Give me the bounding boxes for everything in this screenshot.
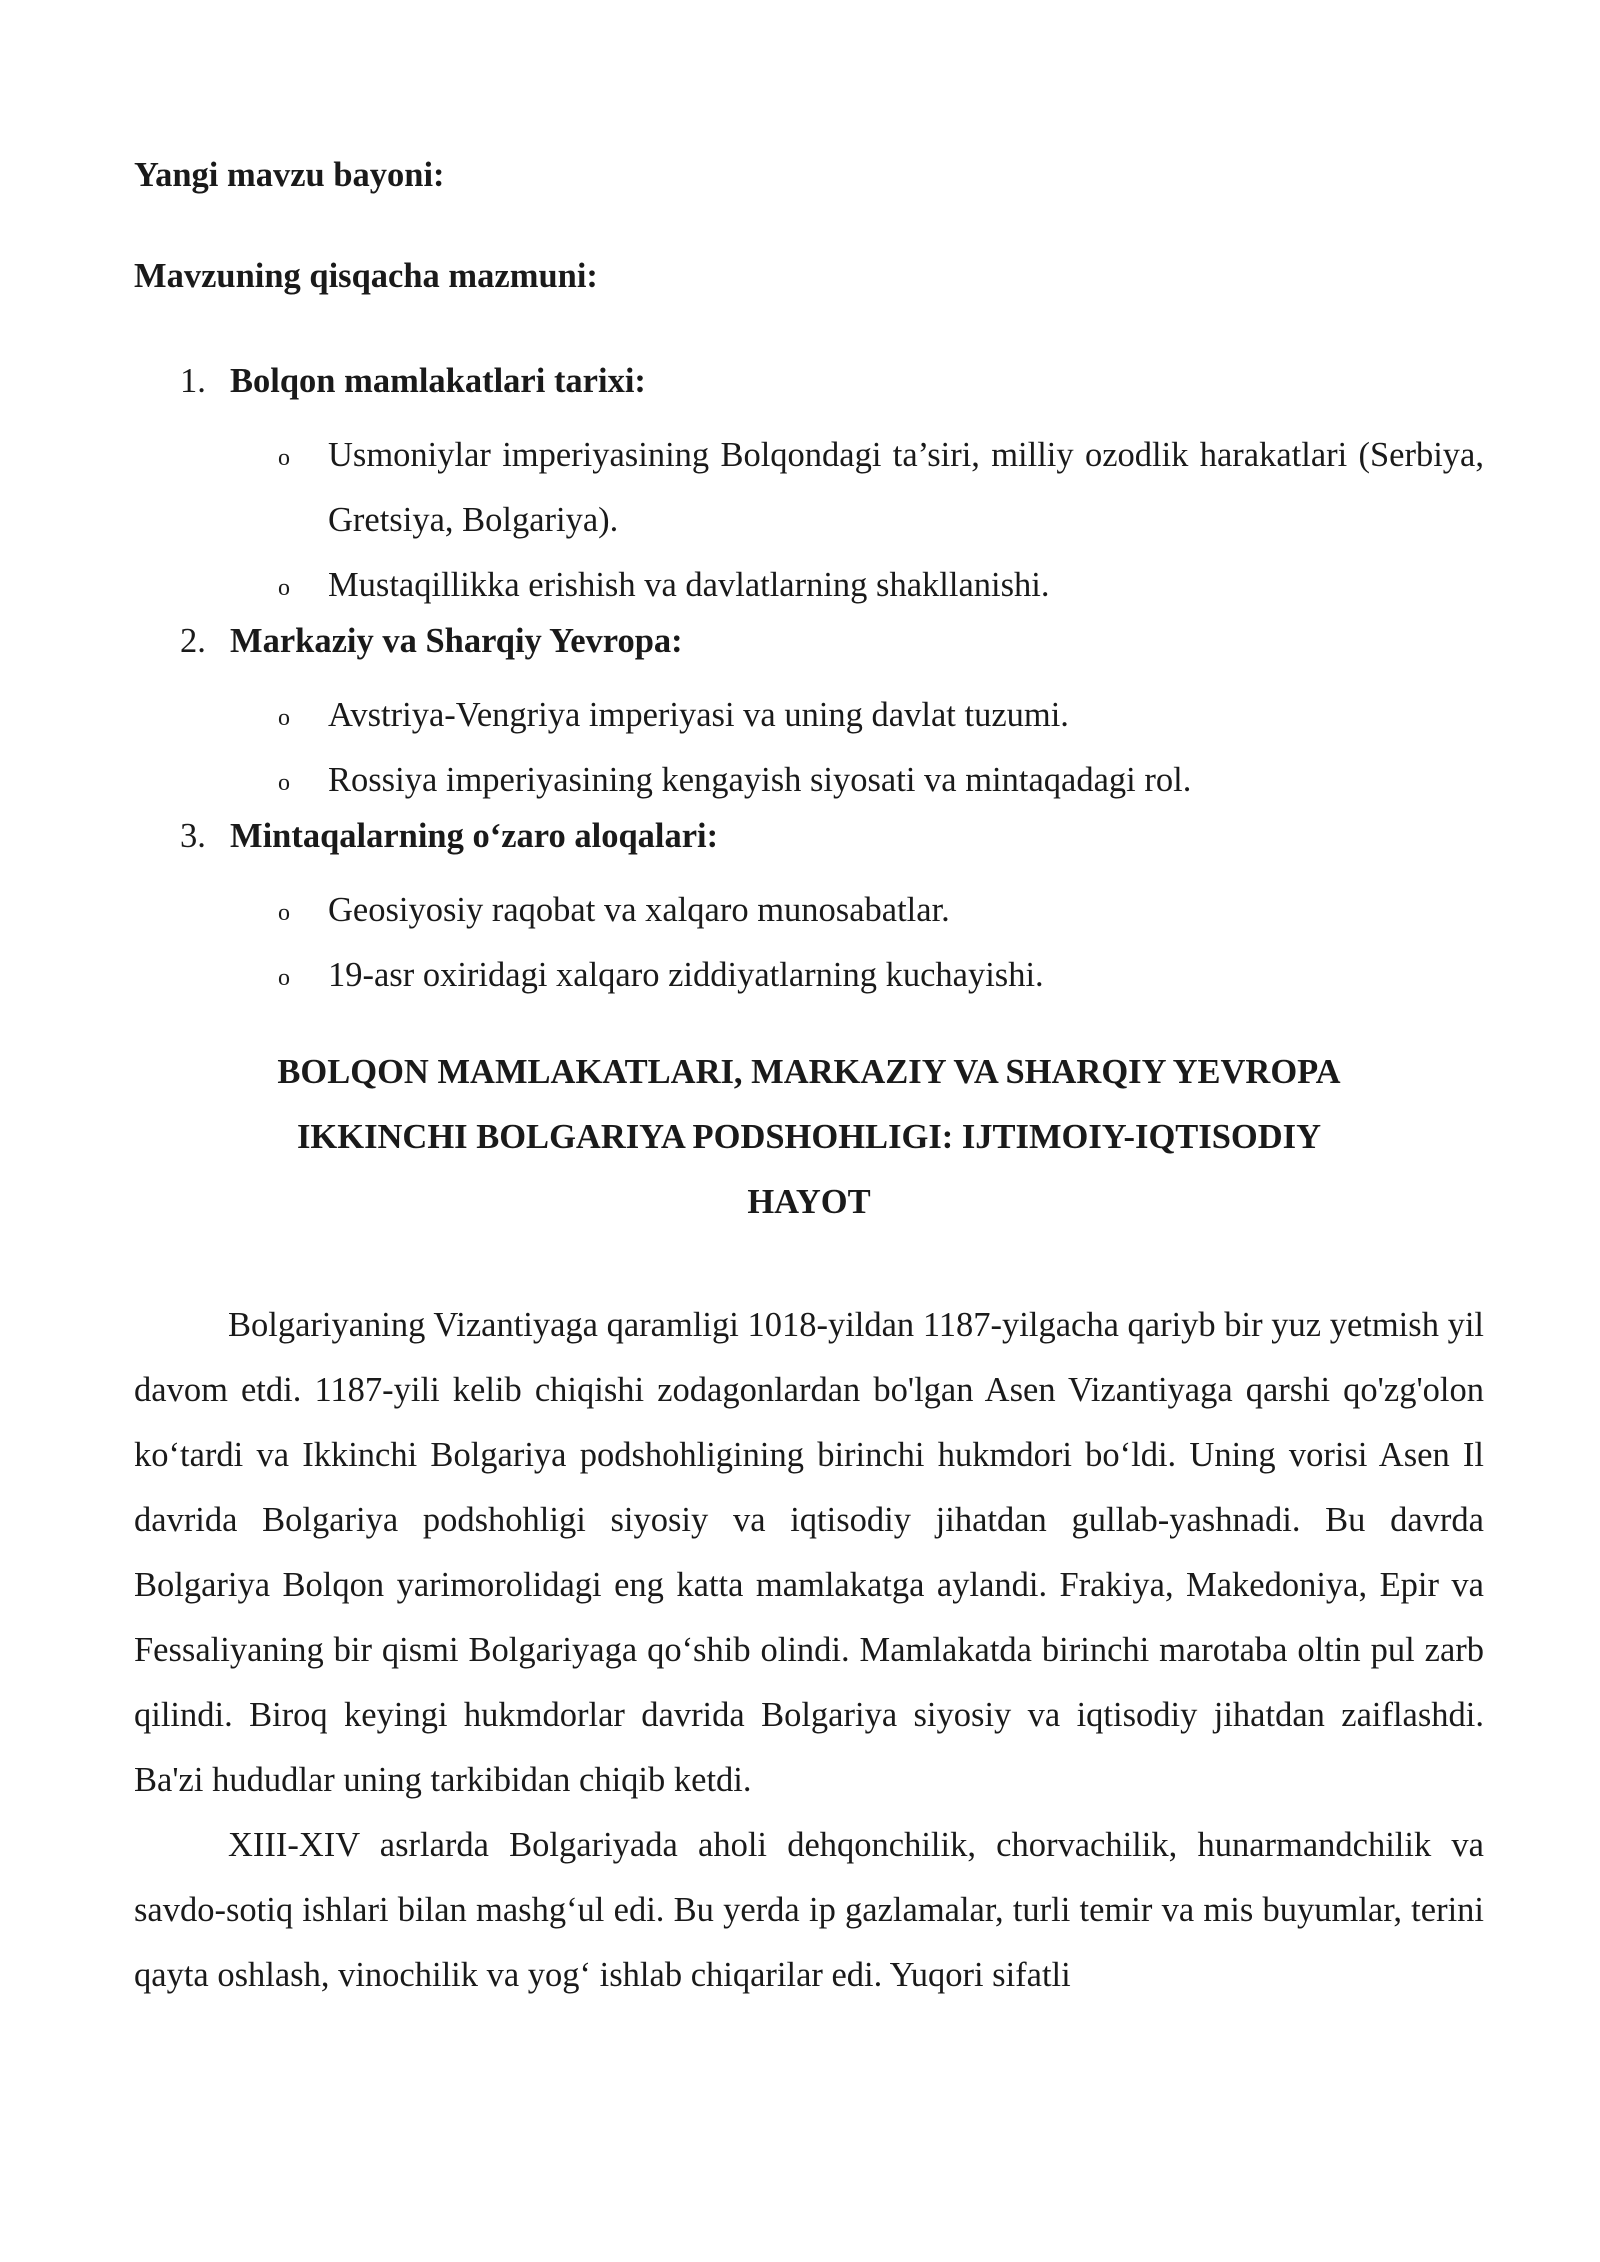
- bullet-circle-icon: o: [278, 705, 290, 731]
- paragraph-1: Bolgariyaning Vizantiyaga qaramligi 1018-yildan 1187-yilgacha qariyb bir yuz yetmish yil davom etdi. 1187-yili kelib chiqishi zodagonlardan bo'lgan Asen Vizantiyaga qarshi qo'zg'olon ko‘tardi va Ikkinchi Bolgariya podshohligining birinchi hukmdori bo‘ldi. Uning vorisi Asen Il davrida Bolgariya podshohligi siyosiy va iqtisodiy jihatdan gullab-yashnadi. Bu davrda Bolgariya Bolqon yarimorolidagi eng katta mamlakatga aylandi. Frakiya, Makedoniya, Epir va Fessaliyaning bir qismi Bolgariyaga qo‘shib olindi. Mamlakatda birinchi marotaba oltin pul zarb qilindi. Biroq keyingi hukmdorlar davrida Bolgariya siyosiy va iqtisodiy jihatdan zaiflashdi. Ba'zi hududlar uning tarkibidan chiqib ketdi.: [134, 1306, 1484, 1799]
- bullet-circle-icon: o: [278, 445, 290, 471]
- section-number: 3.: [180, 817, 206, 855]
- section-number: 1.: [180, 362, 206, 400]
- bullet-circle-icon: o: [278, 770, 290, 796]
- outline-section-1: [0, 358, 1600, 618]
- outline-section-title: [0, 618, 1600, 683]
- bullet-circle-icon: o: [278, 900, 290, 926]
- outline-item: [0, 553, 1484, 618]
- outline-section-title: [0, 813, 1600, 878]
- outline-item: [0, 748, 1484, 813]
- outline-item-text: Geosiyosiy raqobat va xalqaro munosabatlar.: [328, 891, 950, 929]
- outline-item-text: Avstriya-Vengriya imperiyasi va uning davlat tuzumi.: [328, 696, 1069, 734]
- section-title-line-1: BOLQON MAMLAKATLARI, MARKAZIY VA SHARQIY YEVROPA: [277, 1053, 1341, 1091]
- outline-item: [0, 943, 1484, 1008]
- section-title-text: Markaziy va Sharqiy Yevropa:: [230, 622, 683, 660]
- topic-outline: [0, 358, 1600, 1008]
- outline-item-text: Mustaqillikka erishish va davlatlarning shakllanishi.: [328, 566, 1050, 604]
- outline-item: [0, 683, 1484, 748]
- outline-item-text: 19-asr oxiridagi xalqaro ziddiyatlarning kuchayishi.: [328, 956, 1044, 994]
- outline-item-text: Usmoniylar imperiyasining Bolqondagi ta’siri, milliy ozodlik harakatlari (Serbiya, Gretsiya, Bolgariya).: [328, 436, 1484, 539]
- bullet-circle-icon: o: [278, 965, 290, 991]
- outline-section-title: [0, 358, 1600, 423]
- section-number: 2.: [180, 622, 206, 660]
- section-title-text: Mintaqalarning o‘zaro aloqalari:: [230, 817, 719, 855]
- outline-item: [0, 423, 1484, 553]
- paragraph-2: XIII-XIV asrlarda Bolgariyada aholi dehqonchilik, chorvachilik, hunarmandchilik va savdo-sotiq ishlari bilan mashg‘ul edi. Bu yerda ip gazlamalar, turli temir va mis buyumlar, terini qayta oshlash, vinochilik va yog‘ ishlab chiqarilar edi. Yuqori sifatli: [134, 1826, 1484, 1994]
- bullet-circle-icon: o: [278, 575, 290, 601]
- section-title-text: Bolqon mamlakatlari tarixi:: [230, 362, 646, 400]
- section-title: [134, 1040, 1484, 1235]
- heading-new-topic: Yangi mavzu bayoni:: [134, 156, 445, 194]
- body-text: [134, 1293, 1484, 2008]
- outline-section-2: [0, 618, 1600, 813]
- section-title-line-2: IKKINCHI BOLGARIYA PODSHOHLIGI: IJTIMOIY-IQTISODIY: [296, 1118, 1322, 1156]
- outline-section-3: [0, 813, 1600, 1008]
- outline-item-text: Rossiya imperiyasining kengayish siyosati va mintaqadagi rol.: [328, 761, 1192, 799]
- outline-item: [0, 878, 1484, 943]
- section-title-line-3: HAYOT: [747, 1183, 871, 1221]
- heading-summary: Mavzuning qisqacha mazmuni:: [134, 257, 598, 295]
